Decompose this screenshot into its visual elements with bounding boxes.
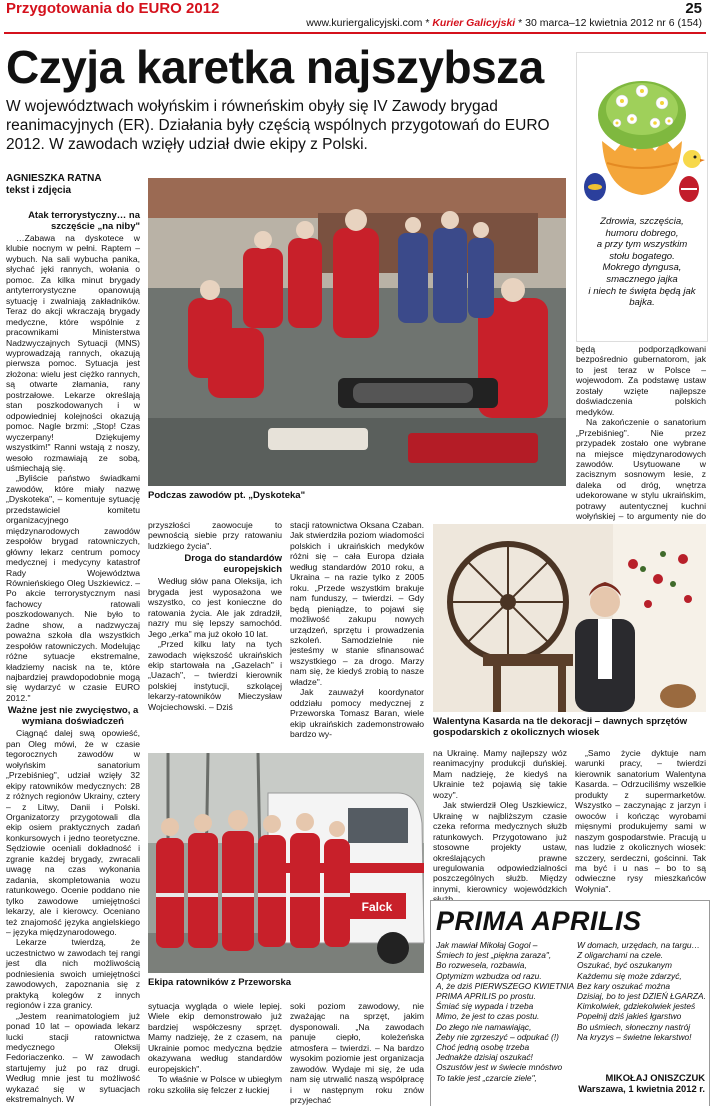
easter-line: Mokrego dyngusa, bbox=[602, 262, 682, 274]
poem-line: Do złego nie namawiając, bbox=[436, 1021, 532, 1032]
article-column-3 bbox=[290, 520, 424, 750]
ambulance-sign: Falck bbox=[361, 900, 393, 914]
dateline-brand: Kurier Galicyjski bbox=[432, 17, 516, 29]
easter-line: a przy tym wszystkim bbox=[596, 239, 688, 251]
subheading: Ważne jest nie zwycięstwo, a wymiana doświadczeń bbox=[7, 705, 139, 728]
page-number: 25 bbox=[685, 0, 702, 17]
article-column-2 bbox=[148, 520, 282, 750]
dateline bbox=[306, 17, 702, 29]
poem-line: Śmiać się wypada i trzeba bbox=[436, 1001, 534, 1012]
section-title: Przygotowania do EURO 2012 bbox=[6, 0, 220, 17]
poem-line: Popełnij dziś jakieś łgarstwo bbox=[577, 1011, 682, 1022]
poem-line: Optymizm wzbudza od razu. bbox=[436, 970, 542, 981]
poem-line: Bo uśmiech, słoneczny nastrój bbox=[577, 1021, 691, 1032]
poem-line: A, że dziś PIERWSZEGO KWIETNIA bbox=[436, 980, 575, 991]
article-headline: Czyja karetka najszybsza bbox=[6, 41, 544, 93]
poem-line: Dzisiaj, bo to jest DZIEŃ ŁGARZA. bbox=[577, 991, 706, 1002]
paragraph: …Zabawa na dyskotece w klubie nocnym w pełni. Raptem – wybuch. Na sali wybucha panika, słychać jęki rannych, wołania o pomoc. Za kilka minut brygady antyterrorystyczne opanowują sytuację i zwalniają zakładników. Teraz do akcji wkraczają brygady medyczne, które wspólnie z pracownikami Ministerstwa Nadzwyczajnych Sytuacji (MNS) wyprowadzają rannych, okazują pierwsza pomoc. Sytuacja jest złożona: wielu jest ciężko rannych, są otwarte złamania, rany postrzałowe. Lekarze określają stan poszkodowanych i w odpowiedniej kolejności okazują pomoc. Nagle brzmi: „Stop! Czas wyczerpany! Dziękujemy wszystkim!" Ranni wstają z noszy, wesoło rozmawiają ze sobą, uśmiechają się. bbox=[6, 233, 140, 473]
poem-author: MIKOŁAJ ONISZCZUK bbox=[605, 1072, 705, 1083]
photo-caption: Ekipa ratowników z Przeworska bbox=[148, 977, 292, 988]
article-column-5 bbox=[433, 748, 567, 898]
photo-przeworsk-team bbox=[148, 753, 424, 973]
article-column-2-bottom bbox=[148, 1001, 282, 1105]
easter-line: i niech te święta będą jak bajka. bbox=[588, 285, 696, 309]
poem-line: PRIMA APRILIS po prostu. bbox=[436, 991, 536, 1002]
paragraph: Jak stwierdził Oleg Uszkiewicz, Ukrainę w najbliższym czasie czeka reforma medycznych służb ratunkowych. Przygotowano już stosowne projekty ustaw, określających prawne uregulowania odpowiedzialności poszczególnych służb. Między innymi, kierownicy wojewódzkich bbox=[433, 800, 567, 894]
easter-line: stołu bogatego. bbox=[609, 250, 675, 262]
article-column-6 bbox=[575, 748, 706, 898]
poem-line: Jak mawiał Mikołaj Gogol – bbox=[436, 940, 538, 950]
easter-greeting bbox=[577, 216, 707, 309]
poem-signature bbox=[577, 1072, 705, 1094]
header-rule bbox=[4, 32, 706, 34]
poem-place-date: Warszawa, 1 kwietnia 2012 r. bbox=[578, 1083, 705, 1094]
poem-line: Oszustów jest w świecie mnóstwo bbox=[436, 1062, 563, 1073]
subheading: Atak terrorystyczny… na szczęście „na niby" bbox=[28, 210, 140, 232]
paragraph: soki poziom zawodowy, nie zważając na sprzęt, jakim dysponowali. „Na zawodach panuje ciepło, koleżeńska atmosfera – twierdzi. – Na bardzo wysokim poziomie jest organizacja zawodów. Wydaje mi się, że uda nam się utrwalić naszą współpracę i w następnym roku znów przyjechać bbox=[290, 1001, 424, 1106]
poem-line: Każdemu się może zdarzyć, bbox=[577, 970, 682, 981]
poem-line: Z oligarchami na czele. bbox=[577, 950, 664, 961]
article-column-1 bbox=[6, 208, 140, 1103]
poem-line: Oszukać, być oszukanym bbox=[577, 960, 672, 971]
poem-line: To takie jest „czarcie ziele", bbox=[436, 1072, 537, 1083]
poem-line: Bez kary oszukać można bbox=[577, 980, 671, 991]
paragraph: sytuacja wygląda o wiele lepiej. Wiele ekip demonstrowało już bardziej współczesny sprzęt. Mamy nadzieję, że z czasem, na Ukrainie pomoc medyczna będzie okazywana według standardów europejskich". bbox=[148, 1001, 282, 1074]
easter-line: smacznego jajka bbox=[606, 273, 678, 285]
paragraph: „Przed kilku laty na tych zawodach większość ukraińskich ekip startowała na „Gazelach" i „Uazach", – twierdzi kierownik polskiej instytucji, szkolącej lekarzy-ratowników Mieczysław Wojciechowski. – Dziś bbox=[148, 639, 282, 712]
easter-box bbox=[576, 52, 708, 342]
dateline-site: www.kuriergalicyjski.com * bbox=[306, 17, 433, 29]
paragraph: Lekarze twierdzą, że uczestnictwo w zawodach tej rangi jest dla nich możliwością podniesienia swoich umiejętności zawodowych, zapoznania się z praktyką kolegów z innych regionów i zza granicy. bbox=[6, 937, 140, 1011]
easter-line: Zdrowia, szczęścia, bbox=[600, 216, 684, 227]
poem-line: Mimo, że jest to czas postu. bbox=[436, 1011, 540, 1022]
prima-aprilis-title: PRIMA APRILIS bbox=[436, 906, 642, 936]
subheading: Droga do standardów europejskich bbox=[184, 553, 282, 576]
byline bbox=[6, 173, 102, 197]
paragraph: Według słów pana Oleksija, ich brygada jest wyposażona we wszystko, co jest konieczne do ratowania życia. Ale jak zdradził, nazry mu się lepszy samochód. Jego „erka" ma już około 10 lat. bbox=[148, 576, 282, 639]
poem-line: Kimkolwiek, gdziekolwiek jesteś bbox=[577, 1001, 696, 1012]
poem-line: Choć jedną osobę trzeba bbox=[436, 1042, 530, 1053]
poem-line: W domach, urzędach, na targu… bbox=[577, 940, 700, 950]
poem-right bbox=[577, 940, 705, 1042]
ambulance-team-photo-icon bbox=[148, 753, 424, 973]
poem-left bbox=[436, 940, 574, 1083]
article-column-3-bottom bbox=[290, 1001, 424, 1105]
paragraph: Jak zauważył koordynator oddziału pomocy medycznej z Przeworska Tomasz Baran, wiele ekip ukraińskich zademonstrowało bardzo wy- bbox=[290, 687, 424, 740]
photo-caption: Podczas zawodów pt. „Dyskoteka" bbox=[148, 490, 306, 501]
paragraph: „Samo życie dyktuje nam warunki pracy, – twierdzi kierownik sanatorium Walentyna Kasarda. – Odrzuciliśmy wszelkie produkty z supermarketów. Wszystko – zaczynając z jarzyn i owoców i kończąc wyrobami mięsnymi produkujemy sami w naszym gospodarstwie. Pracują u nas ludzie z okolicznych wiosek: szczery, serdeczni, gościnni. Tak ma być i u nas – bo to są odwieczne rysy mieszkańców Wołynia". bbox=[575, 748, 706, 894]
photo-kasarda bbox=[433, 524, 706, 712]
photo-competition bbox=[148, 178, 566, 486]
paragraph: To właśnie w Polsce w ubiegłym roku szkoliła się felczer z łuckiej bbox=[148, 1074, 282, 1095]
paragraph: Ciągnąć dalej swą opowieść, pan Oleg mówi, że w czasie tegorocznych zawodów w wołyńskim sanatorium „Przebiśnieg", udział wzięły 32 ekipy ratowników medycznych: 28 z różnych regionów Ukrainy, cztery – z Litwy, Danii i Polski. Organizatorzy przygotowali dla ekip osiem praktycznych zadań konkursowych i jedno teoretyczne. Sędziowie oceniali dokładność i zgranie każdej brygady, zwracali uwagę na czas wykonania zadania, skompletowania wozu ratunkowego. Ocenie poddano nie tylko zawodowe umiejętności lekarzy, ale i kierowcy. Oceniano też znajomość języka angielskiego – języka międzynarodowego. bbox=[6, 728, 140, 937]
rescue-team-photo-icon bbox=[148, 178, 566, 486]
article-lead: W województwach wołyńskim i równeńskim obyły się IV Zawody brygad reanimacyjnych (ER). Działania były częścią wspólnych przygotowań do EURO 2012. W zawodach wzięły udział dwie ekipy z Polski. bbox=[6, 98, 550, 153]
poem-line: Na kryzys – świetne lekarstwo! bbox=[577, 1031, 692, 1042]
paragraph: Na zakończenie o sanatorium „Przebiśnieg". Nie przez przypadek zostało one wybrane na miejsce międzynarodowych zawodów. Usytuowane w zacisznym sosnowym lesie, z daleka od dróg, wnętrza udekorowane w stylu ukraińskim, potrawy autentycznej kuchni wołyńskiej – to argumenty nie do bbox=[576, 417, 706, 522]
easter-line: humoru dobrego, bbox=[605, 227, 679, 239]
poem-line: Śmiech to jest „piękna zaraza", bbox=[436, 950, 552, 961]
paragraph: stacji ratownictwa Oksana Czaban. Jak stwierdziła poziom wiadomości polskich i ukraińskich medyków różni się – cała Europa działa według standardów 2010 roku, a Ukraina – na razie tylko z 2005 roku. „Przede wszystkim brakuje nam funduszy, – twierdzi. – Gdy będą pieniądze, to pojawi się możliwość zakupu nowych urządzeń, sprzętu i prowadzenia szkoleń. Samodzielnie nie jesteśmy w stanie sfinansować wszystkiego – za drogo. Marzy nam się, że kiedyś zrobią to nasze władze". bbox=[290, 520, 424, 687]
article-column-4 bbox=[576, 344, 706, 522]
poem-line: Bo rozwesela, rozbawia, bbox=[436, 960, 527, 971]
paragraph: „Byliście państwo świadkami zawodów, które miały nazwę „Dyskoteka", – komentuje sytuację przedstawiciel komitetu organizacyjnego międzynarodowych zawodów zespołów brygad ratowniczych, główny lekarz centrum pomocy medycznej i medycyny katastrof Rady Województwa Równieńskiego Oleg Uszkiewicz. – Po akcie terrorystycznym nasi fachowcy ratowali poszkodowanych. Nie było to żadne show, a nadzwyczaj poważna szkoła dla wszystkich zespołów ratowniczych. Modelując różne sytuacje ekstremalne, kładziemy nacisk na te, które najbardziej prawdopodobnie mogą się wydarzyć w czasie EURO 2012." bbox=[6, 473, 140, 703]
photo-caption: Walentyna Kasarda na tle dekoracji – dawnych sprzętów gospodarskich z okolicznych wiosek bbox=[433, 716, 688, 738]
author-name: AGNIESZKA RATNA bbox=[6, 173, 102, 184]
poem-line: Żeby nie zgrzeszyć – odpukać (!) bbox=[436, 1031, 559, 1042]
paragraph: przyszłości zaowocuje to pewnością siebie przy ratowaniu ludzkiego życia". bbox=[148, 520, 282, 551]
easter-illustration-icon bbox=[577, 53, 707, 208]
paragraph: na Ukrainę. Mamy najlepszy wóz reanimacyjny produkcji duńskiej. Mam nadzieję, że kiedyś na Ukrainie też pojawią się takie wozy". bbox=[433, 748, 567, 800]
author-note: tekst i zdjęcia bbox=[6, 185, 72, 196]
paragraph: będą podporządkowani bezpośrednio gubernatorom, jak to jest teraz w Polsce – wojewodom. Za podstawę ustaw zostały wzięte najlepsze doświadczenia polskich medyków. bbox=[576, 344, 706, 417]
spinning-wheel-photo-icon bbox=[433, 524, 706, 712]
paragraph: „Jestem reanimatologiem już ponad 10 lat – opowiada lekarz lucki stacji ratownictwa medycznego Oleksij Fedoriaczenko. – W zawodach startujemy już po raz drugi. Według mnie jest tu możliwość wykazać się w sytuacjach ekstremalnych. W bbox=[6, 1010, 140, 1105]
dateline-issue: * 30 marca–12 kwietnia 2012 nr 6 (154) bbox=[515, 17, 702, 29]
poem-line: Jednakże dzisiaj oszukać! bbox=[436, 1052, 533, 1063]
